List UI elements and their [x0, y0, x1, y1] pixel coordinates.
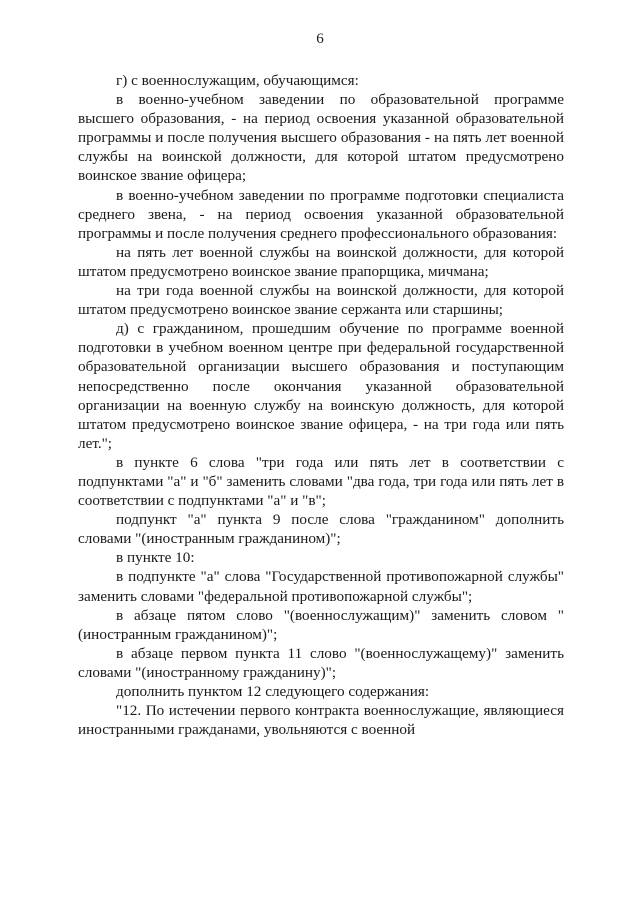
paragraph-item-10-fifth-paragraph: в абзаце пятом слово "(военнослужащим)" заменить словом "(иностранным гражданином)";	[78, 606, 564, 643]
paragraph-add-item-12: дополнить пунктом 12 следующего содержания:	[116, 683, 430, 700]
paragraph-higher-education: в военно-учебном заведении по образовательной программе высшего образования, - на период освоения указанной образовательной программы и после получения высшего образования - на пять лет военной службы на воинской должности, для которой штатом предусмотрено воинское звание офицера;	[78, 91, 564, 185]
paragraph-item-10-subitem-a: в подпункте "а" слова "Государственной противопожарной службы" заменить словами "федеральной противопожарной службы";	[78, 568, 564, 605]
paragraph-five-years-ensign: на пять лет военной службы на воинской должности, для которой штатом предусмотрено воинское звание прапорщика, мичмана;	[78, 243, 564, 280]
paragraph-item-12-text: "12. По истечении первого контракта военнослужащие, являющиеся иностранными гражданами, увольняются с военной	[78, 702, 564, 739]
paragraph-mid-level-specialist: в военно-учебном заведении по программе подготовки специалиста среднего звена, - на период освоения указанной образовательной программы и после получения среднего профессионального образования:	[78, 186, 564, 242]
page-number: 6	[316, 31, 324, 47]
paragraph-item-9-amendment: подпункт "а" пункта 9 после слова "гражданином" дополнить словами "(иностранным гражданином)";	[78, 511, 564, 548]
paragraph-subitem-g: г) с военнослужащим, обучающимся:	[116, 72, 359, 89]
paragraph-item-10-header: в пункте 10:	[116, 549, 195, 567]
paragraph-item-6-amendment: в пункте 6 слова "три года или пять лет в соответствии с подпунктами "а" и "б" заменить словами "два года, три года или пять лет в соответствии с подпунктами "а" и "в";	[78, 453, 564, 510]
paragraph-item-11-amendment: в абзаце первом пункта 11 слово "(военнослужащему)" заменить словами "(иностранному гражданину)";	[78, 644, 564, 681]
paragraph-subitem-d: д) с гражданином, прошедшим обучение по программе военной подготовки в учебном военном центре при федеральной государственной образовательной организации высшего образования и поступающим непосредственно после окончания указанной образовательной организации на военную службу на воинскую должность, для которой штатом предусмотрено воинское звание офицера, - на три года или пять лет.";	[78, 320, 564, 452]
document-body	[78, 71, 564, 739]
paragraph-three-years-sergeant: на три года военной службы на воинской должности, для которой штатом предусмотрено воинское звание сержанта или старшины;	[78, 282, 564, 319]
